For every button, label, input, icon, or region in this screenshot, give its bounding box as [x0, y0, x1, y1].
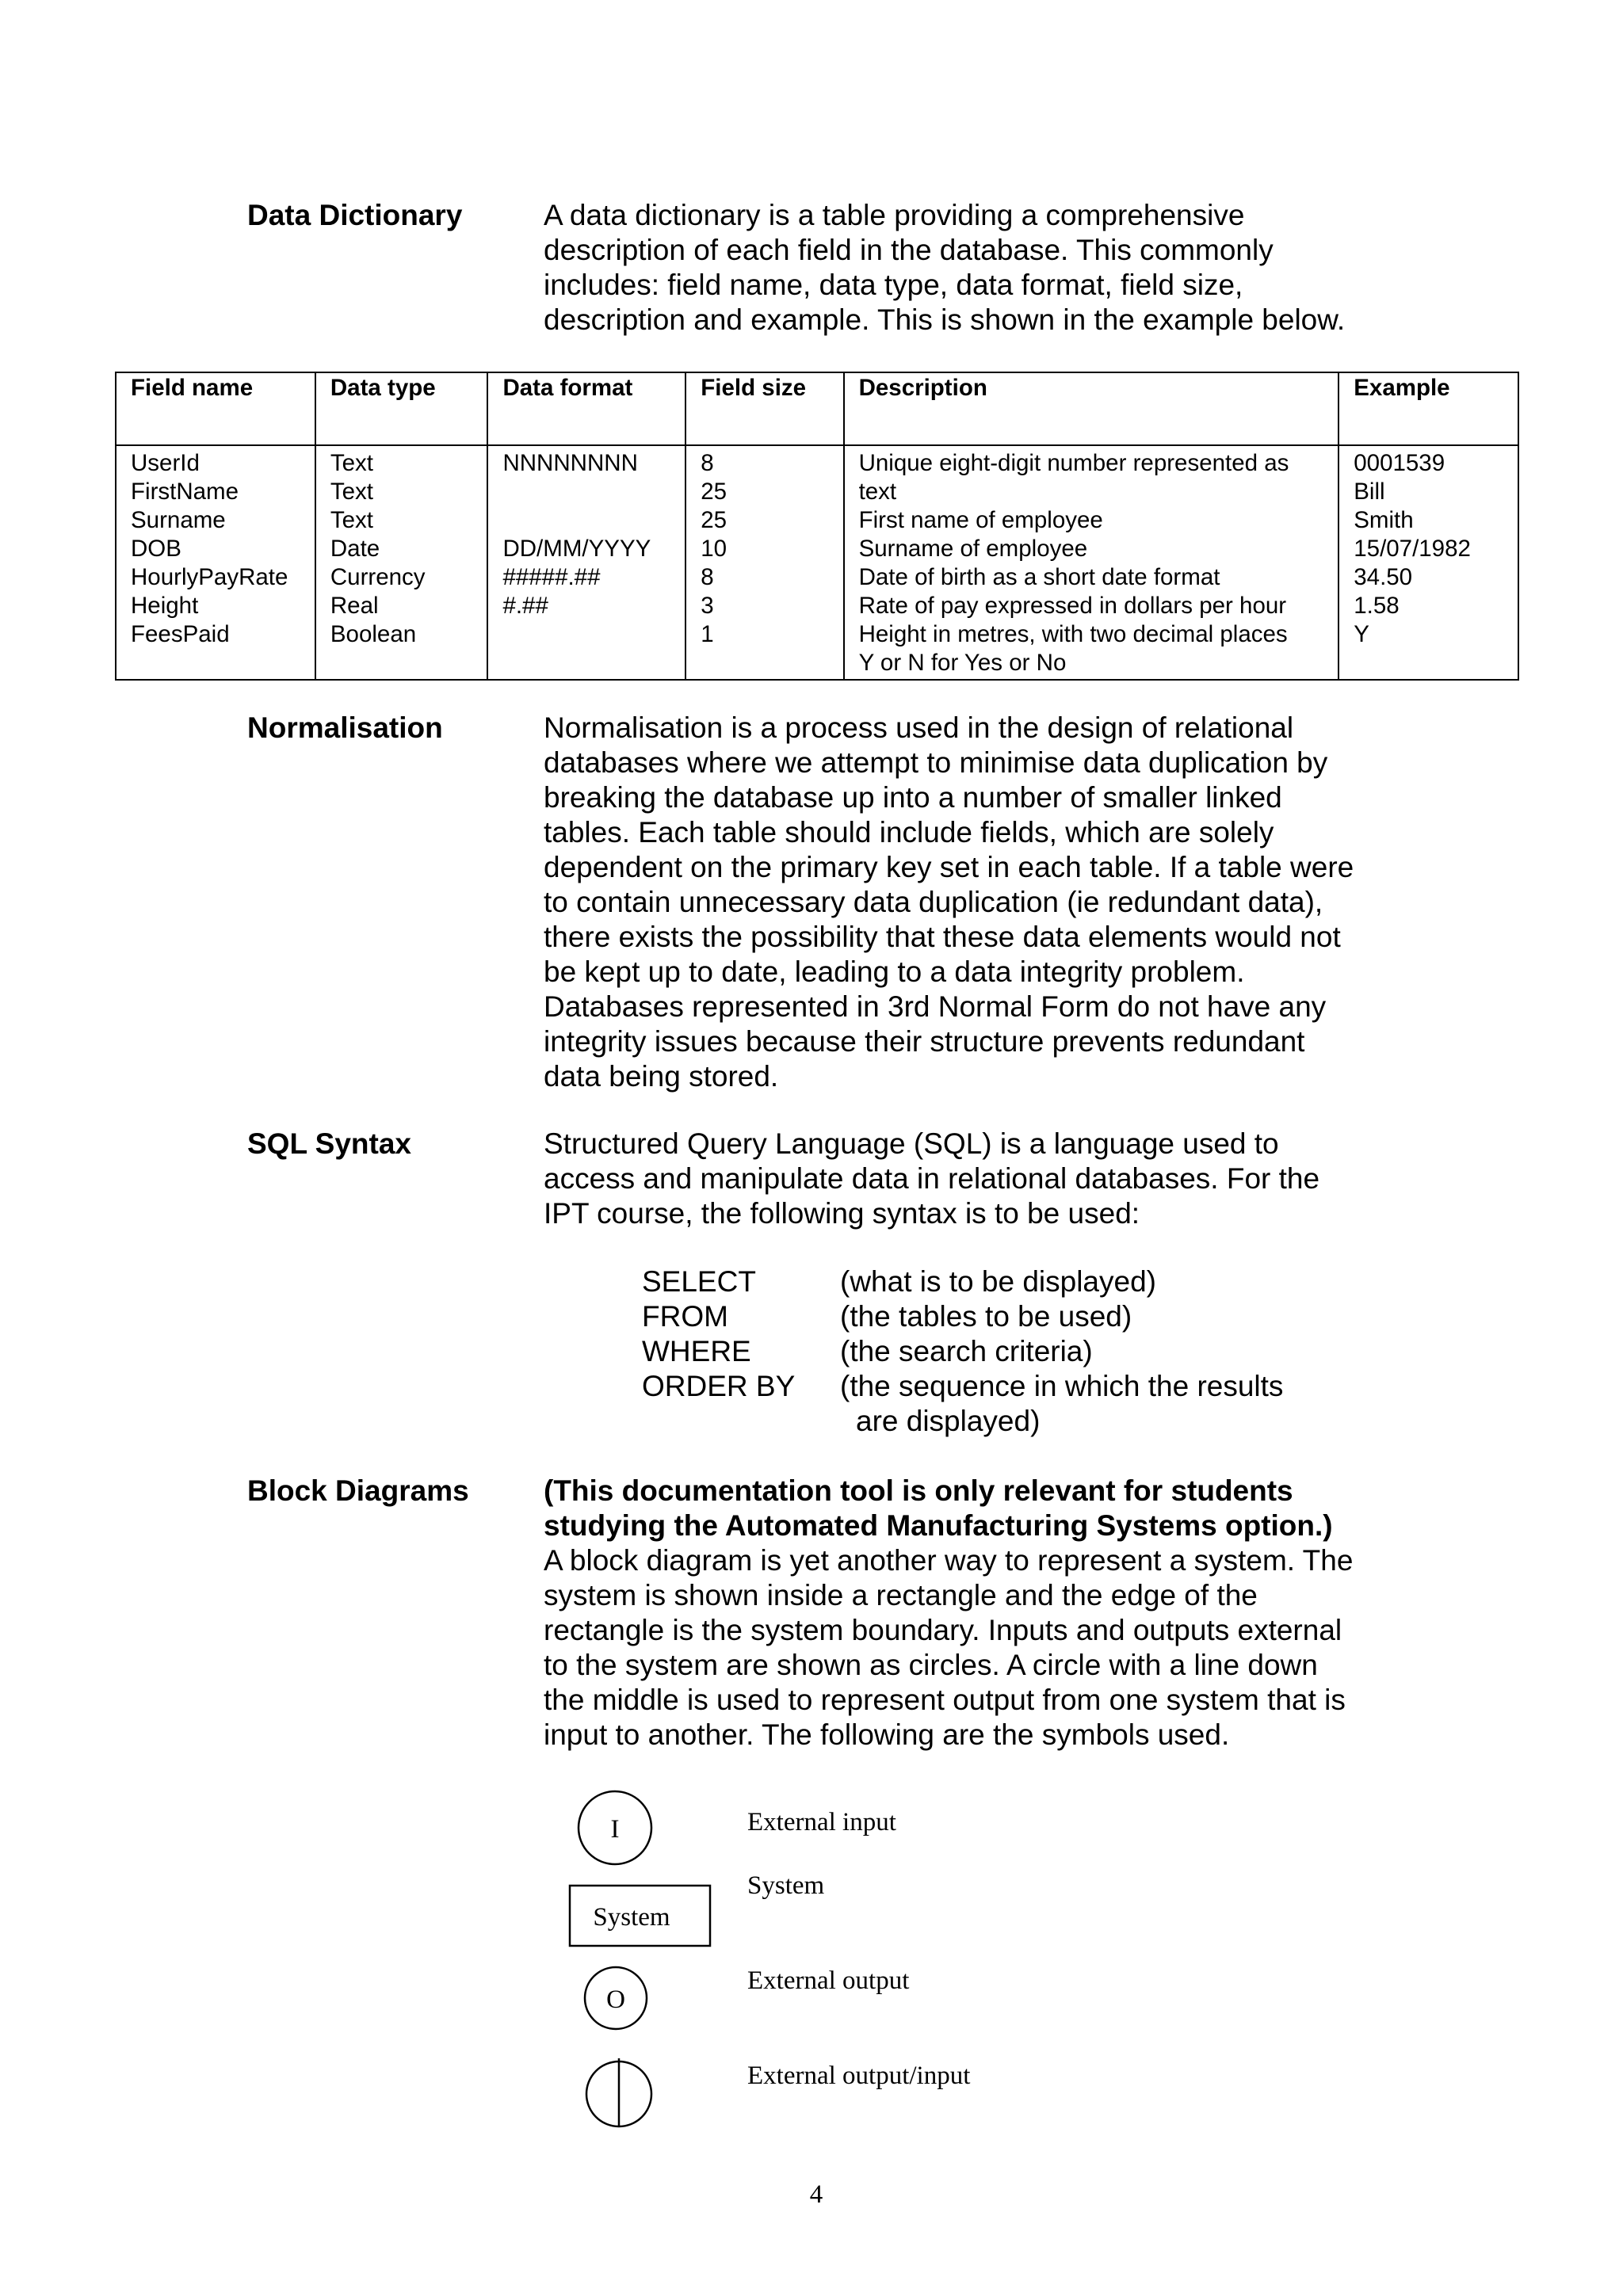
- table-cell: 34.50: [1354, 564, 1413, 590]
- table-cell: 8: [701, 450, 714, 476]
- text-line: tables. Each table should include fields, which are solely: [544, 816, 1274, 849]
- text-line: databases where we attempt to minimise data duplication by: [544, 746, 1328, 779]
- table-cell: Real: [330, 593, 379, 619]
- table-cell: Y: [1354, 621, 1369, 647]
- table-cell: Rate of pay expressed in dollars per hour: [858, 593, 1287, 619]
- text-line: the middle is used to represent output from one system that is: [544, 1684, 1346, 1716]
- sql-description: are displayed): [856, 1405, 1041, 1437]
- table-cell: Currency: [330, 564, 426, 590]
- heading-normalisation: Normalisation: [247, 711, 443, 744]
- sql-description: (the tables to be used): [840, 1300, 1132, 1333]
- sql-clause: [642, 1369, 1283, 1404]
- text-line: system is shown inside a rectangle and the edge of the: [544, 1579, 1258, 1611]
- heading-sql-syntax: SQL Syntax: [247, 1127, 412, 1160]
- table-cell: First name of employee: [858, 507, 1103, 533]
- external-input-symbol: [579, 1791, 651, 1864]
- table-cell: 10: [701, 536, 727, 562]
- table-cell: FirstName: [131, 479, 239, 505]
- column-data-type: [315, 445, 488, 680]
- column-description: [844, 445, 1339, 680]
- sql-clause: [642, 1264, 1283, 1299]
- symbol-label: External output: [747, 1966, 910, 1995]
- text-line: includes: field name, data type, data format, field size,: [544, 269, 1243, 301]
- table-cell: 1.58: [1354, 593, 1400, 619]
- symbol-letter: O: [606, 1985, 625, 2014]
- table-cell: NNNNNNNN: [502, 450, 638, 476]
- text-line: Databases represented in 3rd Normal Form do not have any: [544, 990, 1327, 1023]
- table-cell: Text: [330, 507, 373, 533]
- table-header-row: [116, 372, 1518, 445]
- text-line: IPT course, the following syntax is to be used:: [544, 1197, 1140, 1230]
- text-line: Normalisation is a process used in the design of relational: [544, 711, 1294, 744]
- table-cell: Boolean: [330, 621, 417, 647]
- column-field-name: [116, 445, 315, 680]
- table-cell: Surname of employee: [858, 536, 1088, 562]
- text-line-bold: (This documentation tool is only relevant for students: [544, 1474, 1293, 1507]
- table-cell: 3: [701, 593, 714, 619]
- header-data-format: Data format: [487, 372, 685, 445]
- text-line: dependent on the primary key set in each table. If a table were: [544, 851, 1354, 883]
- text-line: rectangle is the system boundary. Inputs and outputs external: [544, 1614, 1342, 1646]
- symbol-label: External input: [747, 1808, 896, 1836]
- symbol-letter: I: [610, 1815, 620, 1844]
- symbol-label: System: [747, 1871, 825, 1900]
- text-line: be kept up to date, leading to a data integrity problem.: [544, 955, 1245, 988]
- text-line: to contain unnecessary data duplication (ie redundant data),: [544, 886, 1323, 918]
- sql-description: (the sequence in which the results: [840, 1370, 1284, 1402]
- table-cell: Unique eight-digit number represented as: [858, 450, 1289, 476]
- table-cell: Height: [131, 593, 199, 619]
- table-cell: Surname: [131, 507, 226, 533]
- table-cell: [502, 478, 670, 506]
- symbol-word: System: [593, 1903, 670, 1932]
- header-data-type: Data type: [315, 372, 488, 445]
- table-cell: Smith: [1354, 507, 1414, 533]
- table-body-row: [116, 445, 1518, 680]
- text-line: description and example. This is shown in the example below.: [544, 303, 1346, 336]
- table-cell: DD/MM/YYYY: [502, 536, 651, 562]
- sql-keyword: SELECT: [642, 1265, 756, 1298]
- heading-data-dictionary: Data Dictionary: [247, 199, 463, 231]
- header-field-size: Field size: [685, 372, 843, 445]
- table-cell: DOB: [131, 536, 181, 562]
- text-line: A data dictionary is a table providing a comprehensive: [544, 199, 1245, 231]
- table-cell: Height in metres, with two decimal places: [858, 621, 1288, 647]
- table-cell: FeesPaid: [131, 621, 230, 647]
- text-line: Structured Query Language (SQL) is a language used to: [544, 1127, 1279, 1160]
- table-cell: [502, 506, 670, 535]
- data-dictionary-table: [115, 372, 1519, 681]
- table-cell: #.##: [502, 593, 548, 619]
- table-cell: 25: [701, 507, 727, 533]
- sql-keyword: ORDER BY: [642, 1370, 796, 1402]
- sql-clause: [642, 1299, 1283, 1334]
- table-cell: 1: [701, 621, 714, 647]
- header-description: Description: [844, 372, 1339, 445]
- column-example: [1338, 445, 1518, 680]
- table-cell: Text: [330, 479, 373, 505]
- text-line: A block diagram is yet another way to represent a system. The: [544, 1544, 1354, 1577]
- text-line: integrity issues because their structure prevents redundant: [544, 1025, 1305, 1058]
- sql-description: (what is to be displayed): [840, 1265, 1156, 1298]
- sql-keyword: [642, 1404, 840, 1439]
- text-line: description of each field in the database. This commonly: [544, 234, 1274, 266]
- table-cell: 15/07/1982: [1354, 536, 1471, 562]
- table-cell: 25: [701, 479, 727, 505]
- text-line: access and manipulate data in relational databases. For the: [544, 1162, 1320, 1195]
- table-cell: [502, 620, 670, 649]
- page-number: 4: [809, 2180, 823, 2209]
- text-line: to the system are shown as circles. A circle with a line down: [544, 1649, 1318, 1681]
- symbol-label: External output/input: [747, 2061, 971, 2090]
- table-cell: 0001539: [1354, 450, 1445, 476]
- external-output-symbol: [585, 1967, 647, 2029]
- table-cell: 8: [701, 564, 714, 590]
- column-data-format: [487, 445, 685, 680]
- text-line: breaking the database up into a number of smaller linked: [544, 781, 1282, 814]
- table-cell: Bill: [1354, 479, 1385, 505]
- block-diagrams-text: [544, 1474, 1407, 1753]
- table-cell: #####.##: [502, 564, 601, 590]
- data-dictionary-text: [544, 198, 1407, 338]
- table-cell: UserId: [131, 450, 200, 476]
- sql-keyword: WHERE: [642, 1335, 751, 1367]
- sql-syntax-text: [544, 1127, 1407, 1231]
- sql-clause: [642, 1404, 1283, 1439]
- external-output-input-symbol: [586, 2058, 651, 2126]
- table-cell: HourlyPayRate: [131, 564, 288, 590]
- table-cell: Date of birth as a short date format: [858, 564, 1220, 590]
- heading-block-diagrams: Block Diagrams: [247, 1474, 469, 1507]
- text-line: there exists the possibility that these data elements would not: [544, 921, 1341, 953]
- text-line-bold: studying the Automated Manufacturing Systems option.): [544, 1509, 1333, 1542]
- column-field-size: [685, 445, 843, 680]
- text-line: data being stored.: [544, 1060, 779, 1093]
- table-cell: Text: [330, 450, 373, 476]
- table-cell: Y or N for Yes or No: [858, 650, 1067, 676]
- normalisation-text: [544, 711, 1407, 1094]
- block-diagram-symbols: [555, 1783, 729, 2139]
- sql-description: (the search criteria): [840, 1335, 1093, 1367]
- sql-clause: [642, 1334, 1283, 1369]
- header-field-name: Field name: [116, 372, 315, 445]
- header-example: Example: [1338, 372, 1518, 445]
- table-cell: Date: [330, 536, 380, 562]
- sql-keyword: FROM: [642, 1300, 728, 1333]
- system-symbol: [570, 1886, 710, 1946]
- table-cell: text: [858, 479, 897, 505]
- text-line: input to another. The following are the symbols used.: [544, 1718, 1230, 1751]
- sql-clause-list: [642, 1264, 1283, 1439]
